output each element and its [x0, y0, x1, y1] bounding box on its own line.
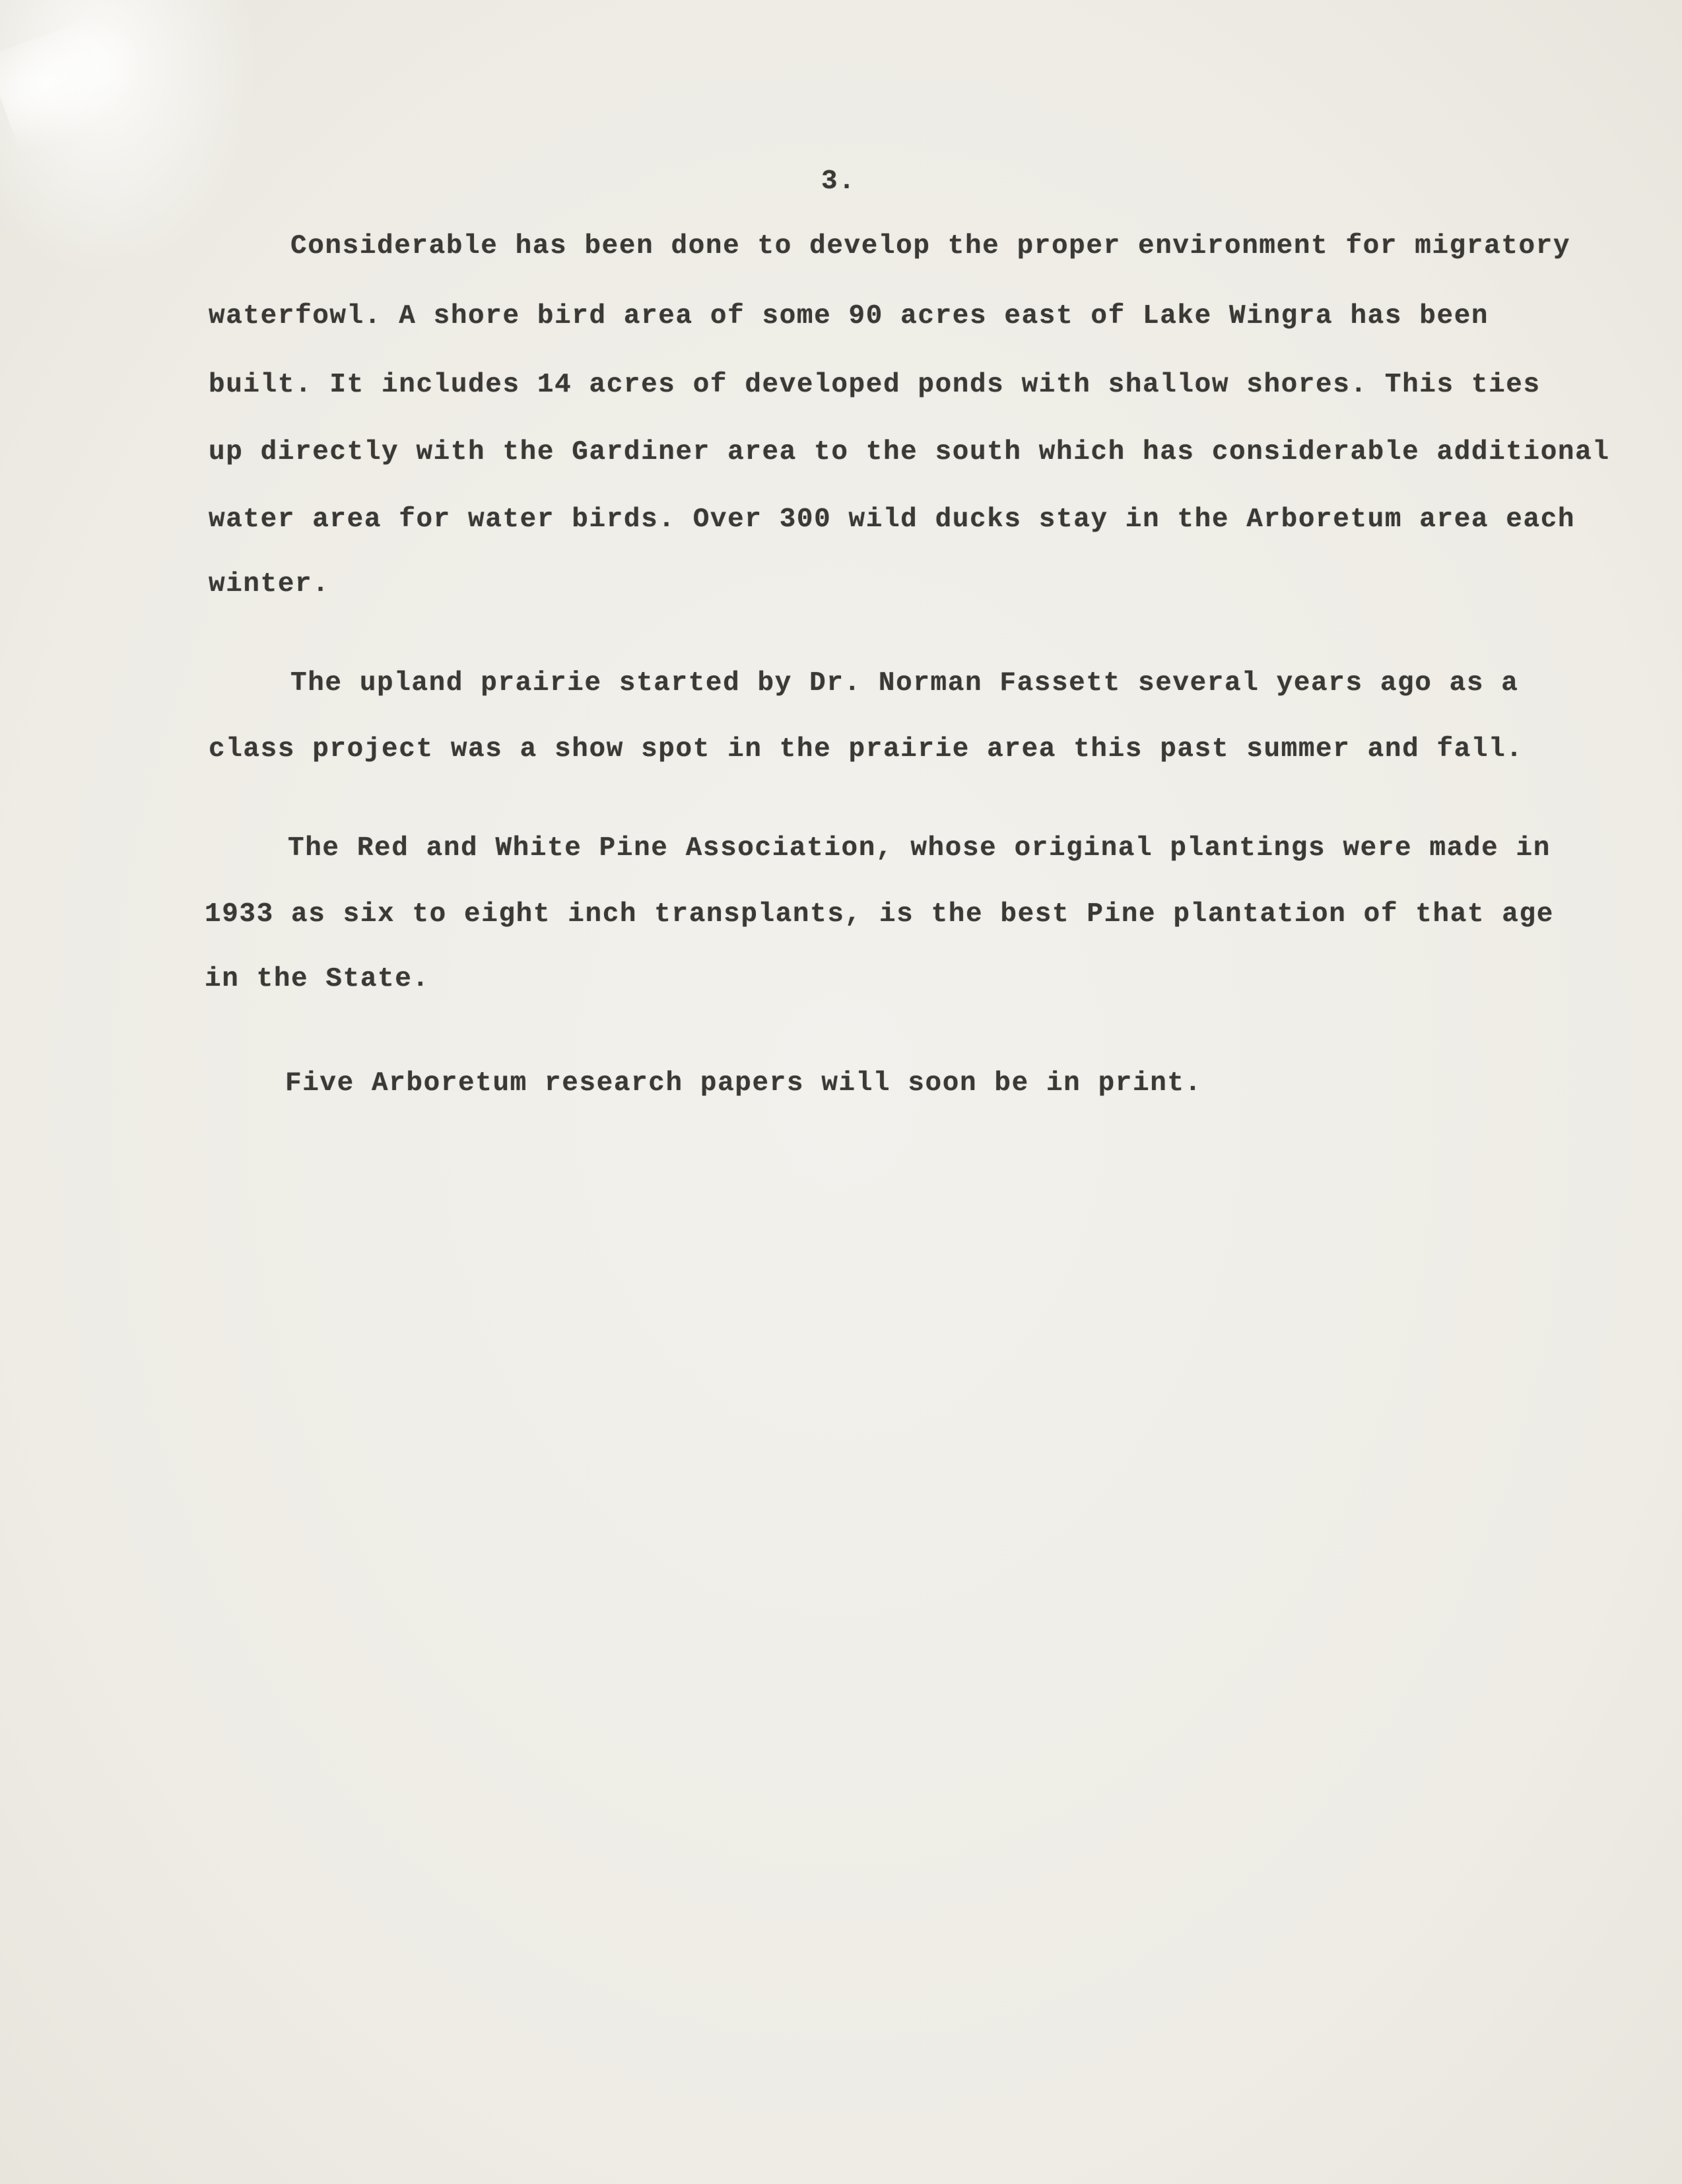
paragraph-line: The Red and White Pine Association, whose original plantings were made in — [288, 833, 1551, 864]
paragraph-line: Five Arboretum research papers will soon be in print. — [285, 1068, 1202, 1099]
paragraph-line: built. It includes 14 acres of developed ponds with shallow shores. This ties — [209, 370, 1541, 400]
paragraph-line: water area for water birds. Over 300 wild ducks stay in the Arboretum area each — [209, 504, 1576, 535]
paragraph-line: in the State. — [205, 964, 430, 994]
paragraph-line: Considerable has been done to develop the proper environment for migratory — [290, 231, 1571, 261]
paragraph-line: The upland prairie started by Dr. Norman Fassett several years ago as a — [290, 668, 1519, 699]
paper-wear-mark — [0, 3, 173, 162]
page-number: 3. — [821, 166, 856, 197]
paragraph-line: class project was a show spot in the prairie area this past summer and fall. — [209, 734, 1524, 765]
paragraph-line: 1933 as six to eight inch transplants, is the best Pine plantation of that age — [205, 899, 1554, 930]
paragraph-line: winter. — [209, 569, 330, 599]
paragraph-line: waterfowl. A shore bird area of some 90 acres east of Lake Wingra has been — [209, 301, 1489, 331]
paragraph-line: up directly with the Gardiner area to the south which has considerable additional — [209, 437, 1610, 467]
